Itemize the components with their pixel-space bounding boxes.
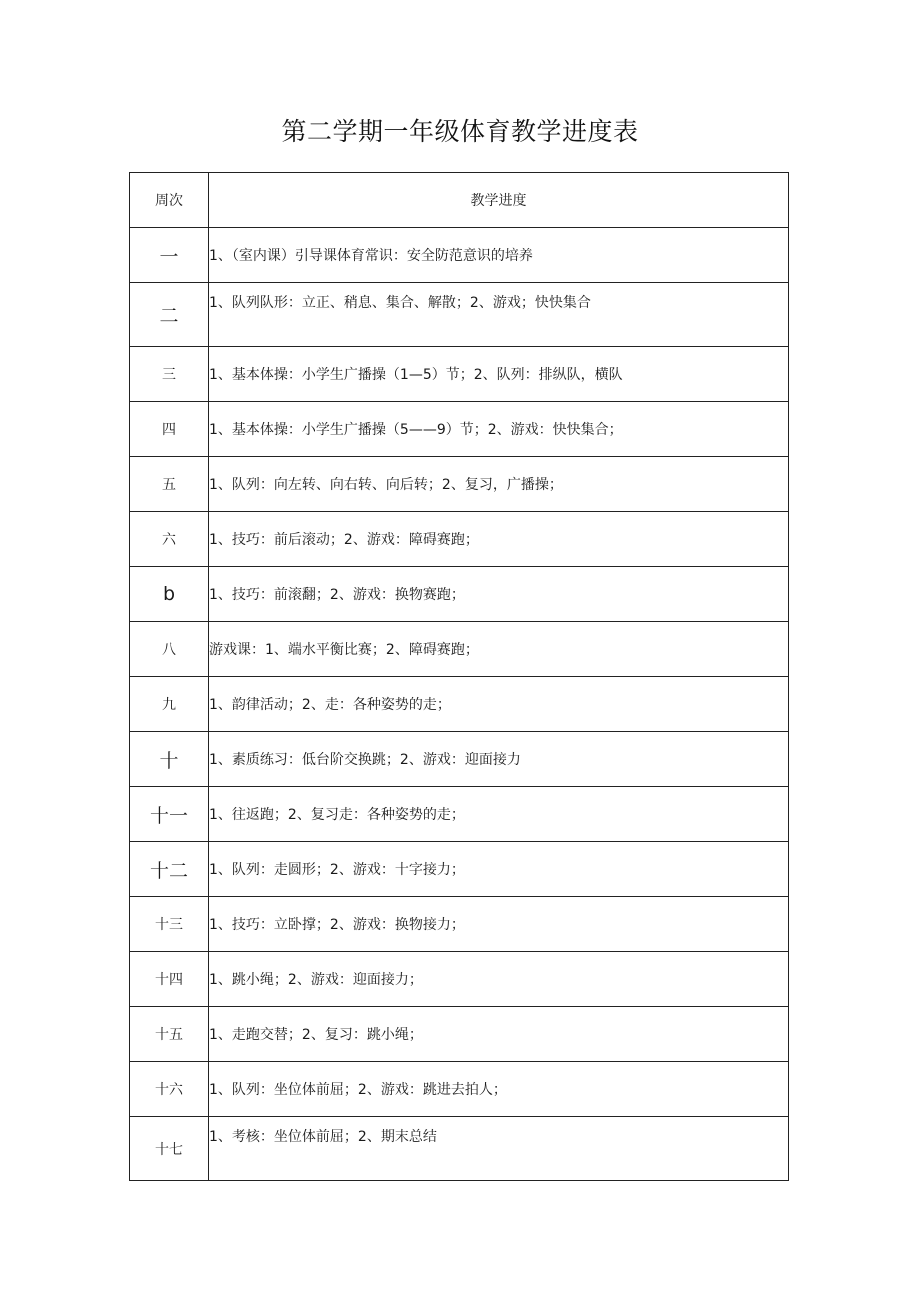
page-title: 第二学期一年级体育教学进度表 [281, 117, 639, 146]
week-cell: 三 [130, 347, 209, 402]
table-row [130, 1007, 789, 1062]
week-cell: 十六 [130, 1062, 209, 1117]
week-cell: 五 [130, 457, 209, 512]
week-cell: 二 [130, 283, 209, 347]
progress-cell: 1、考核：坐位体前屈；2、期末总结 [209, 1117, 789, 1181]
progress-column-header: 教学进度 [209, 173, 789, 228]
schedule-table [129, 172, 789, 1181]
progress-cell: 1、技巧：立卧撑；2、游戏：换物接力； [209, 897, 789, 952]
week-cell: 一 [130, 228, 209, 283]
progress-cell: 1、走跑交替；2、复习：跳小绳； [209, 1007, 789, 1062]
progress-cell: 1、队列队形：立正、稍息、集合、解散；2、游戏；快快集合 [209, 283, 789, 347]
week-cell: 十五 [130, 1007, 209, 1062]
progress-cell: 1、素质练习：低台阶交换跳；2、游戏：迎面接力 [209, 732, 789, 787]
progress-cell: 1、队列：走圆形；2、游戏：十字接力； [209, 842, 789, 897]
table-row [130, 952, 789, 1007]
table-header-row [130, 173, 789, 228]
table-row [130, 457, 789, 512]
week-cell: 四 [130, 402, 209, 457]
progress-cell: 游戏课：1、端水平衡比赛；2、障碍赛跑； [209, 622, 789, 677]
table-row [130, 842, 789, 897]
week-cell: b [130, 567, 209, 622]
progress-cell: 1、队列：向左转、向右转、向后转；2、复习，广播操； [209, 457, 789, 512]
table-row [130, 402, 789, 457]
week-cell: 六 [130, 512, 209, 567]
week-cell: 十 [130, 732, 209, 787]
progress-cell: 1、往返跑；2、复习走：各种姿势的走； [209, 787, 789, 842]
table-row [130, 567, 789, 622]
progress-cell: 1、技巧：前后滚动；2、游戏：障碍赛跑； [209, 512, 789, 567]
table-row [130, 732, 789, 787]
table-row [130, 897, 789, 952]
week-cell: 十三 [130, 897, 209, 952]
table-row [130, 228, 789, 283]
table-row [130, 283, 789, 347]
table-row [130, 512, 789, 567]
progress-cell: 1、基本体操：小学生广播操（5——9）节；2、游戏：快快集合； [209, 402, 789, 457]
progress-cell: 1、基本体操：小学生广播操（1—5）节；2、队列：排纵队，横队 [209, 347, 789, 402]
week-cell: 十二 [130, 842, 209, 897]
table-row [130, 1062, 789, 1117]
table-row [130, 787, 789, 842]
progress-cell: 1、队列：坐位体前屈；2、游戏：跳进去拍人； [209, 1062, 789, 1117]
table-row [130, 677, 789, 732]
progress-cell: 1、跳小绳；2、游戏：迎面接力； [209, 952, 789, 1007]
week-cell: 十七 [130, 1117, 209, 1181]
week-cell: 十四 [130, 952, 209, 1007]
week-column-header: 周次 [130, 173, 209, 228]
progress-cell: 1、（室内课）引导课体育常识：安全防范意识的培养 [209, 228, 789, 283]
week-cell: 八 [130, 622, 209, 677]
week-cell: 十一 [130, 787, 209, 842]
progress-cell: 1、韵律活动；2、走：各种姿势的走； [209, 677, 789, 732]
progress-cell: 1、技巧：前滚翻；2、游戏：换物赛跑； [209, 567, 789, 622]
table-row [130, 1117, 789, 1181]
table-row [130, 347, 789, 402]
week-cell: 九 [130, 677, 209, 732]
table-row [130, 622, 789, 677]
